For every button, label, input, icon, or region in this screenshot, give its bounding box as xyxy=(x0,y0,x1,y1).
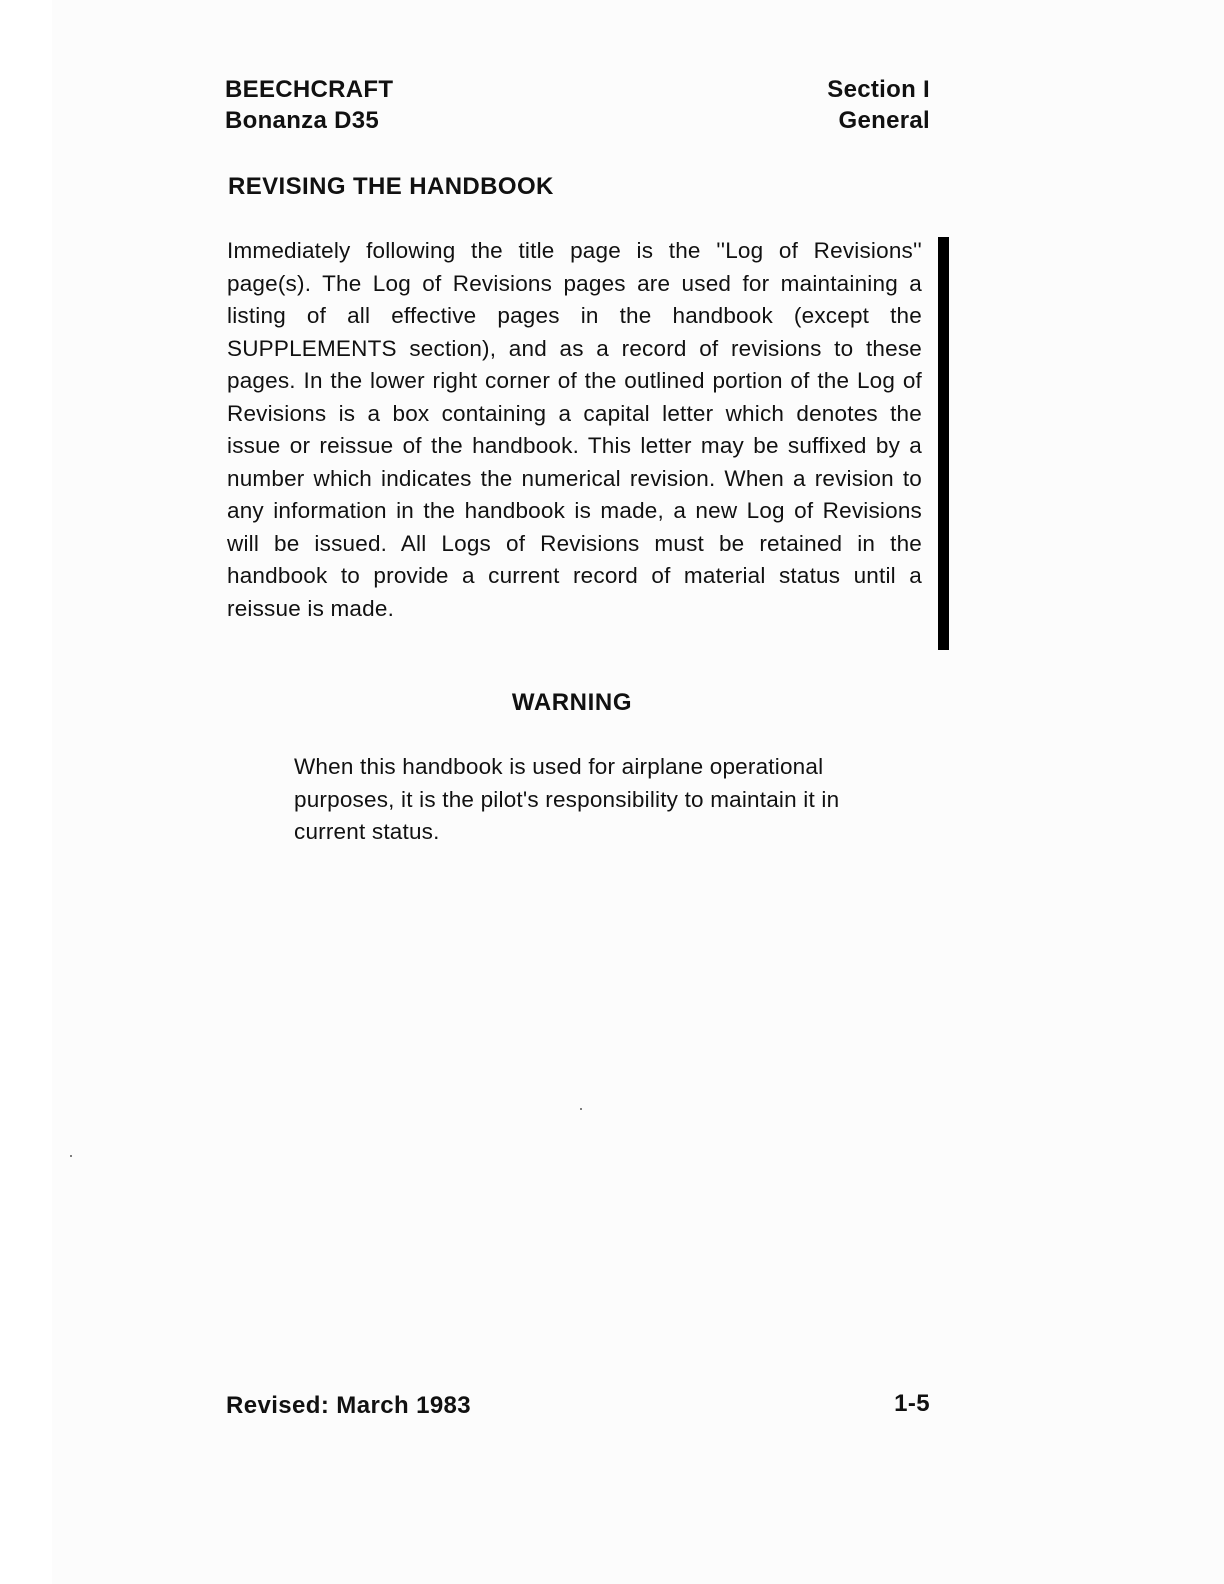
warning-text: When this handbook is used for airplane operational purposes, it is the pilot's responsibility to maintain it in current status. xyxy=(294,754,840,844)
warning-heading: WARNING xyxy=(511,689,633,716)
manufacturer-name: BEECHCRAFT xyxy=(225,76,394,103)
body-paragraph: Immediately following the title page is the ''Log of Revisions'' page(s). The Log of Revisions pages are used for maintaining a listing of all effective pages in the handbook (except the SUPPLEMENTS section), and as a record of revisions to these pages. In the lower right corner of the outlined portion of the Log of Revisions is a box containing a capital letter which denotes the issue or reissue of the handbook. This letter may be suffixed by a number which indicates the numerical revision. When a revision to any information in the handbook is made, a new Log of Revisions will be issued. All Logs of Revisions must be retained in the handbook to provide a current record of material status until a reissue is made. xyxy=(227,238,922,621)
section-number: Section I xyxy=(827,76,930,103)
scan-speck xyxy=(580,1108,582,1110)
page-number: 1-5 xyxy=(894,1390,930,1417)
revision-date: Revised: March 1983 xyxy=(226,1392,472,1419)
section-name: General xyxy=(838,107,930,134)
scan-speck xyxy=(70,1155,72,1157)
document-header-left xyxy=(225,74,393,136)
document-header-right xyxy=(827,74,930,136)
revision-change-bar xyxy=(938,237,949,650)
section-heading: REVISING THE HANDBOOK xyxy=(228,173,554,200)
aircraft-model: Bonanza D35 xyxy=(225,107,380,134)
